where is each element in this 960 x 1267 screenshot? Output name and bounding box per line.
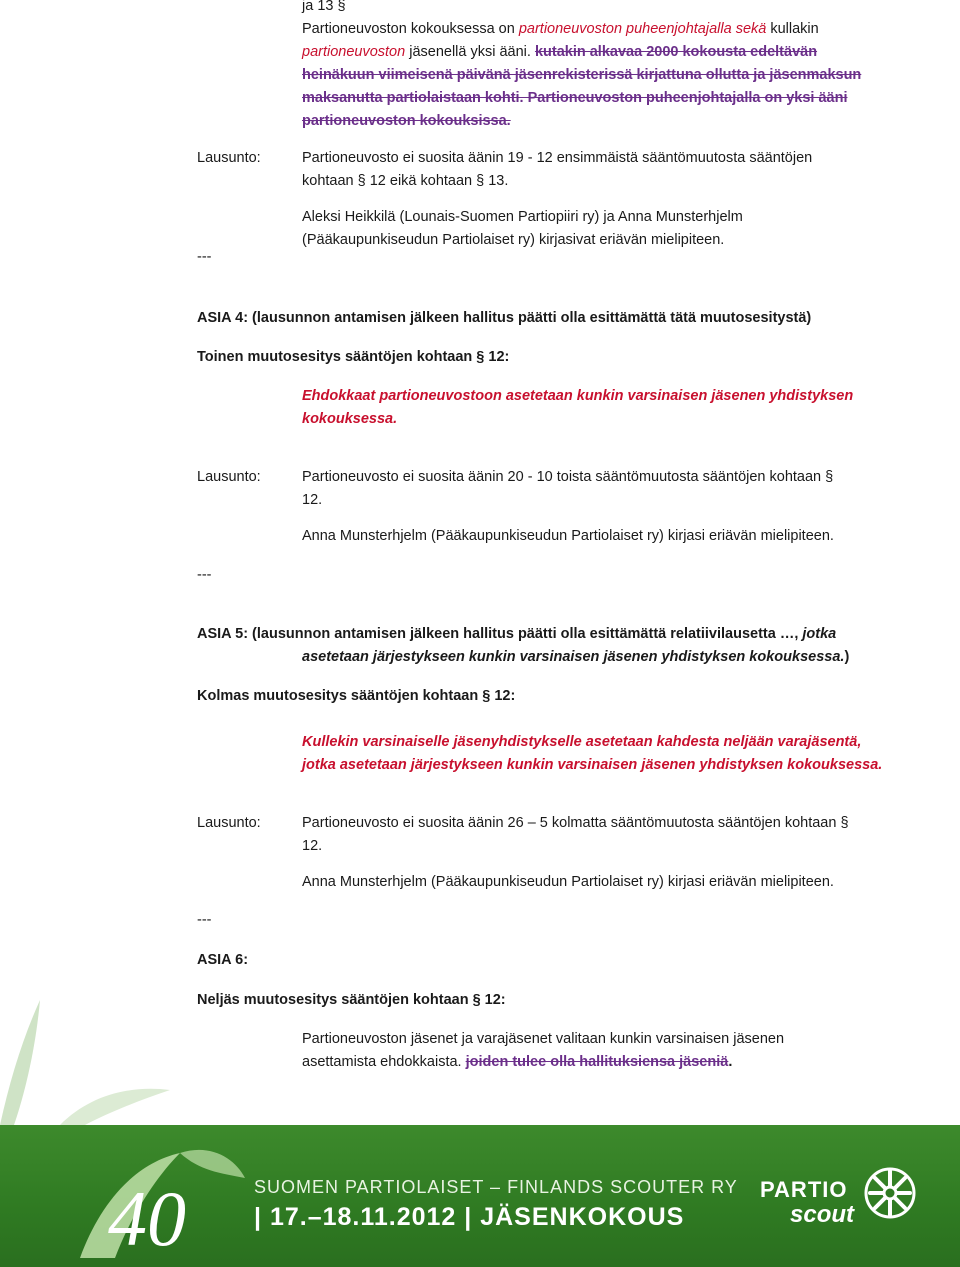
text: kohtaan § 12 eikä kohtaan § 13.	[302, 173, 509, 189]
brand-name: PARTIO	[760, 1177, 848, 1202]
anniversary-logo	[60, 1133, 250, 1263]
dissent-note	[302, 206, 862, 252]
text: 12.	[302, 838, 323, 854]
text: Partioneuvosto ei suosita äänin 19 - 12 ensimmäistä sääntömuutosta sääntöjen	[302, 150, 813, 166]
deleted-text: partioneuvoston kokouksissa.	[302, 113, 511, 129]
statement-label: Lausunto:	[197, 815, 261, 831]
dissent-note: Anna Munsterhjelm (Pääkaupunkiseudun Partiolaiset ry) kirjasi eriävän mielipiteen.	[302, 874, 834, 890]
organization-name: SUOMEN PARTIOLAISET – FINLANDS SCOUTER RY	[254, 1177, 738, 1197]
separator: ---	[197, 249, 212, 265]
insert-text: partioneuvoston puheenjohtajalla sekä	[518, 21, 767, 37]
deleted-text: heinäkuun viimeisenä päivänä jäsenrekisterissä kirjattuna ollutta ja jäsenmaksun	[302, 67, 862, 83]
brand-subtitle: scout	[790, 1201, 855, 1228]
text: jotka	[802, 626, 837, 642]
leaf-decoration	[0, 1000, 200, 1125]
proposal-heading: Toinen muutosesitys sääntöjen kohtaan § 12:	[197, 349, 510, 365]
text: Ehdokkaat partioneuvostoon asetetaan kunkin varsinaisen jäsenen yhdistyksen	[302, 388, 854, 404]
item-heading	[197, 623, 897, 669]
text: Aleksi Heikkilä (Lounais-Suomen Partiopiiri ry) ja Anna Munsterhjelm	[302, 209, 743, 225]
deleted-text: kutakin alkavaa 2000 kokousta edeltävän	[534, 44, 818, 60]
text: Partioneuvosto ei suosita äänin 20 - 10 toista sääntömuutosta sääntöjen kohtaan §	[302, 469, 834, 485]
text: )	[844, 649, 850, 665]
statement-text	[302, 466, 862, 512]
event-date: | 17.–18.11.2012 | JÄSENKOKOUS	[254, 1203, 685, 1231]
scout-emblem-icon	[862, 1163, 918, 1223]
proposal-heading: Neljäs muutosesitys sääntöjen kohtaan § 12:	[197, 992, 506, 1008]
footer-banner	[0, 1125, 960, 1267]
text: Kullekin varsinaiselle jäsenyhdistykselle asetetaan kahdesta neljään varajäsentä,	[302, 734, 862, 750]
text: asettamista ehdokkaista.	[302, 1054, 466, 1070]
item-heading: ASIA 4: (lausunnon antamisen jälkeen hallitus päätti olla esittämättä tätä muutosesitystä)	[197, 310, 812, 326]
text: ASIA 5: (lausunnon antamisen jälkeen hallitus päätti olla esittämättä relatiivilausetta …,	[197, 626, 803, 642]
statement-text	[302, 812, 882, 858]
text: Partioneuvosto ei suosita äänin 26 – 5 kolmatta sääntömuutosta sääntöjen kohtaan §	[302, 815, 849, 831]
text: kullakin	[766, 21, 819, 37]
statement-label: Lausunto:	[197, 469, 261, 485]
statement-label: Lausunto:	[197, 150, 261, 166]
text: kokouksessa.	[302, 411, 398, 427]
text: asetetaan järjestykseen kunkin varsinaisen jäsenen yhdistyksen kokouksessa.	[302, 649, 845, 665]
separator: ---	[197, 912, 212, 928]
item-heading: ASIA 6:	[197, 952, 249, 968]
insert-text: partioneuvoston	[302, 44, 406, 60]
deleted-text: joiden tulee olla hallituksiensa jäseniä	[465, 1054, 729, 1070]
paragraph-voting	[302, 18, 862, 133]
separator: ---	[197, 567, 212, 583]
proposal-heading: Kolmas muutosesitys sääntöjen kohtaan § 12:	[197, 688, 516, 704]
statement-text	[302, 147, 862, 193]
section-ref: ja 13 §	[302, 0, 346, 14]
proposal-text	[302, 385, 862, 431]
text: 12.	[302, 492, 323, 508]
proposal-text	[302, 1028, 882, 1074]
text: Partioneuvoston kokouksessa on	[302, 21, 519, 37]
text: (Pääkaupunkiseudun Partiolaiset ry) kirjasivat eriävän mielipiteen.	[302, 232, 725, 248]
deleted-text: maksanutta partiolaistaan kohti. Partioneuvoston puheenjohtajalla on yksi ääni	[302, 90, 848, 106]
dissent-note: Anna Munsterhjelm (Pääkaupunkiseudun Partiolaiset ry) kirjasi eriävän mielipiteen.	[302, 528, 834, 544]
text: jotka asetetaan järjestykseen kunkin varsinaisen jäsenen yhdistyksen kokouksessa.	[302, 757, 883, 773]
text: Partioneuvoston jäsenet ja varajäsenet valitaan kunkin varsinaisen jäsenen	[302, 1031, 785, 1047]
proposal-text	[302, 731, 902, 777]
text: .	[728, 1054, 733, 1070]
anniversary-number: 40	[108, 1175, 186, 1262]
text: jäsenellä yksi ääni.	[405, 44, 535, 60]
